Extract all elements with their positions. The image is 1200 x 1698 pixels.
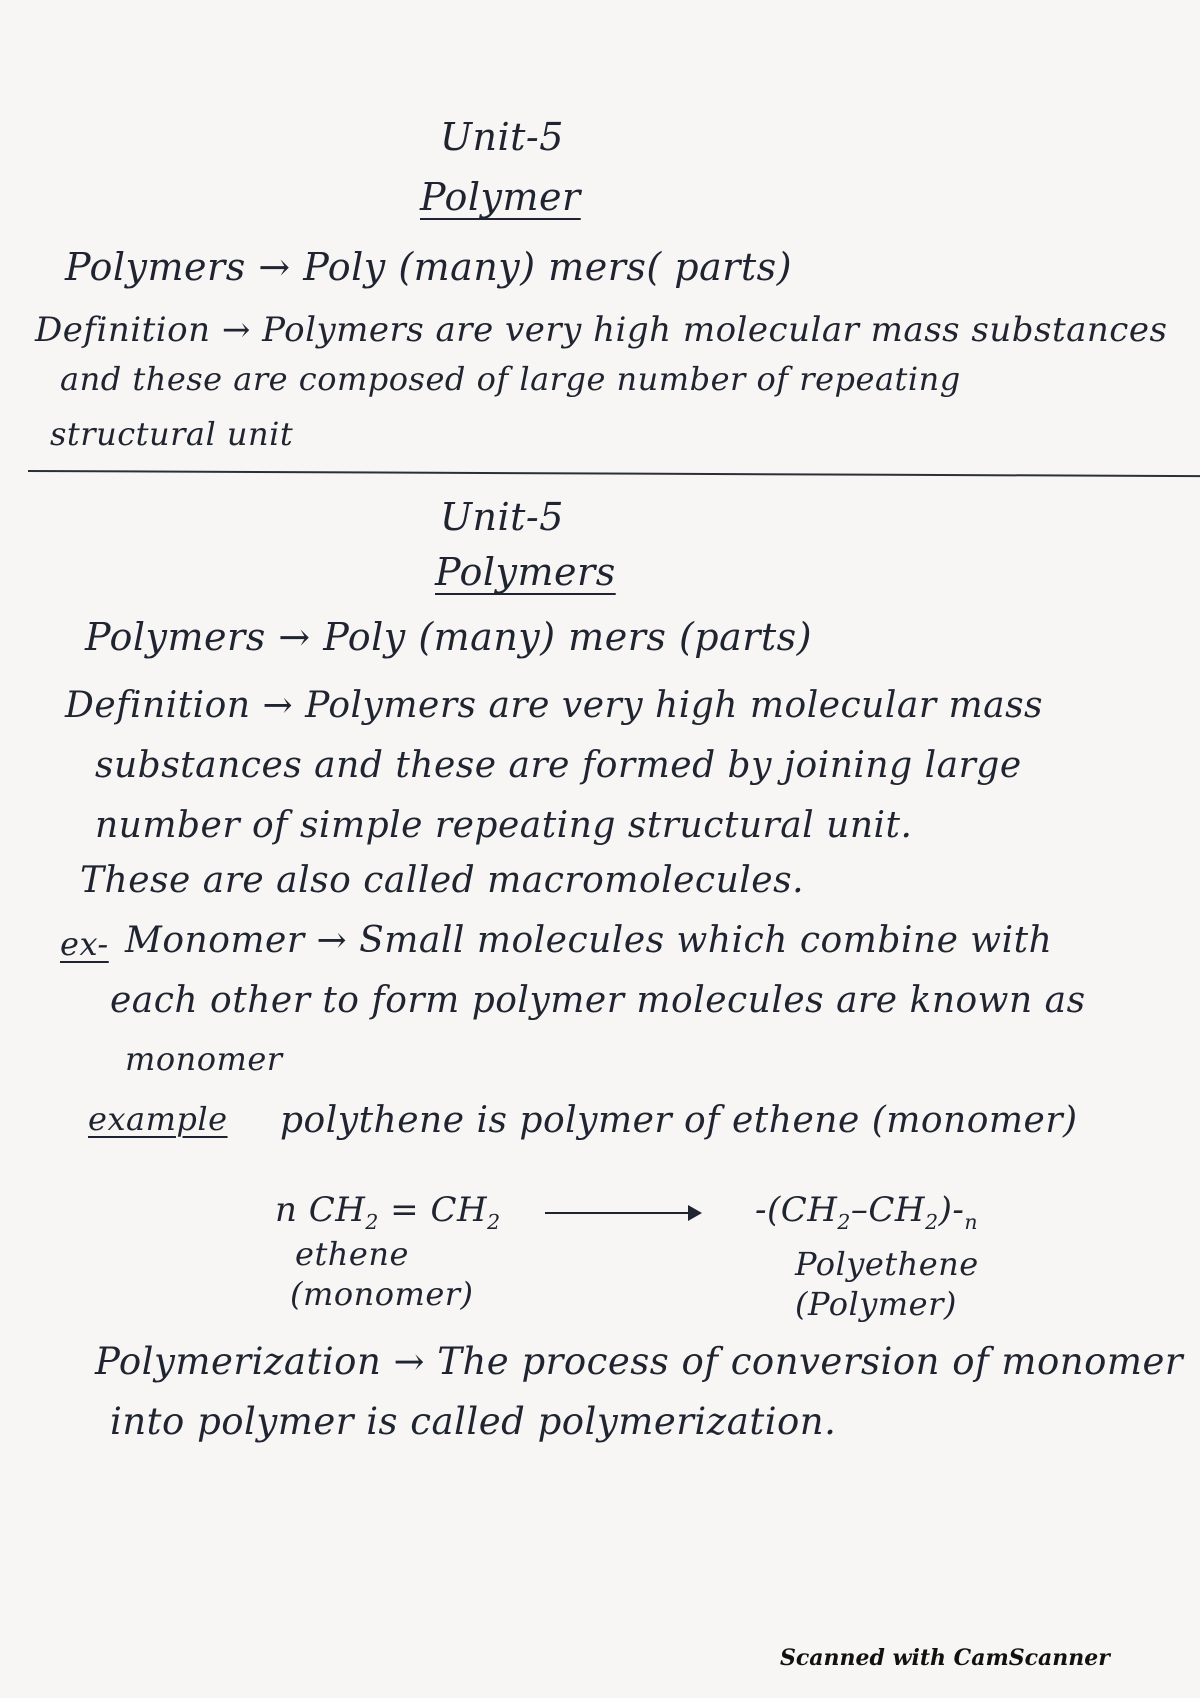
example-text: polythene is polymer of ethene (monomer) [280, 1100, 1078, 1141]
polymerization-line-2: into polymer is called polymerization. [110, 1400, 837, 1443]
definition-line-1: Definition → Polymers are very high molecular mass [65, 685, 1044, 726]
reactant-name: ethene [295, 1235, 409, 1273]
camscanner-watermark: Scanned with CamScanner [780, 1645, 1110, 1671]
first-definition-line-3: structural unit [50, 415, 294, 453]
product-name: Polyethene [795, 1245, 979, 1283]
first-unit-heading: Unit-5 [440, 115, 564, 159]
first-definition-line-2: and these are composed of large number of repeating [60, 360, 961, 398]
monomer-line-3: monomer [125, 1040, 283, 1078]
product-formula: $-(CH_2-CH_2)-_n$ [755, 1190, 978, 1234]
definition-line-4: These are also called macromolecules. [80, 860, 805, 901]
example-label: example [88, 1100, 228, 1138]
monomer-line-2: each other to form polymer molecules are known as [110, 980, 1086, 1021]
second-etymology: Polymers → Poly (many) mers (parts) [85, 615, 813, 659]
first-title: Polymer [420, 175, 581, 219]
second-unit-heading: Unit-5 [440, 495, 564, 539]
definition-line-3: number of simple repeating structural unit. [95, 805, 913, 846]
second-title: Polymers [435, 550, 616, 594]
definition-line-2: substances and these are formed by joining large [95, 745, 1022, 786]
first-definition-line-1: Definition → Polymers are very high molecular mass substances [35, 310, 1168, 350]
reactant-role: (monomer) [290, 1275, 474, 1313]
monomer-line-1: Monomer → Small molecules which combine with [125, 920, 1053, 961]
monomer-label: ex- [60, 925, 109, 963]
product-role: (Polymer) [795, 1285, 957, 1323]
first-etymology: Polymers → Poly (many) mers( parts) [65, 245, 793, 289]
polymerization-line-1: Polymerization → The process of conversion of monomer [95, 1340, 1184, 1383]
reactant-formula: n $CH_2 = CH_2$ [275, 1190, 501, 1234]
reaction-arrow [545, 1212, 700, 1214]
reactant-prefix: n [275, 1190, 298, 1230]
section-divider [28, 470, 1200, 477]
